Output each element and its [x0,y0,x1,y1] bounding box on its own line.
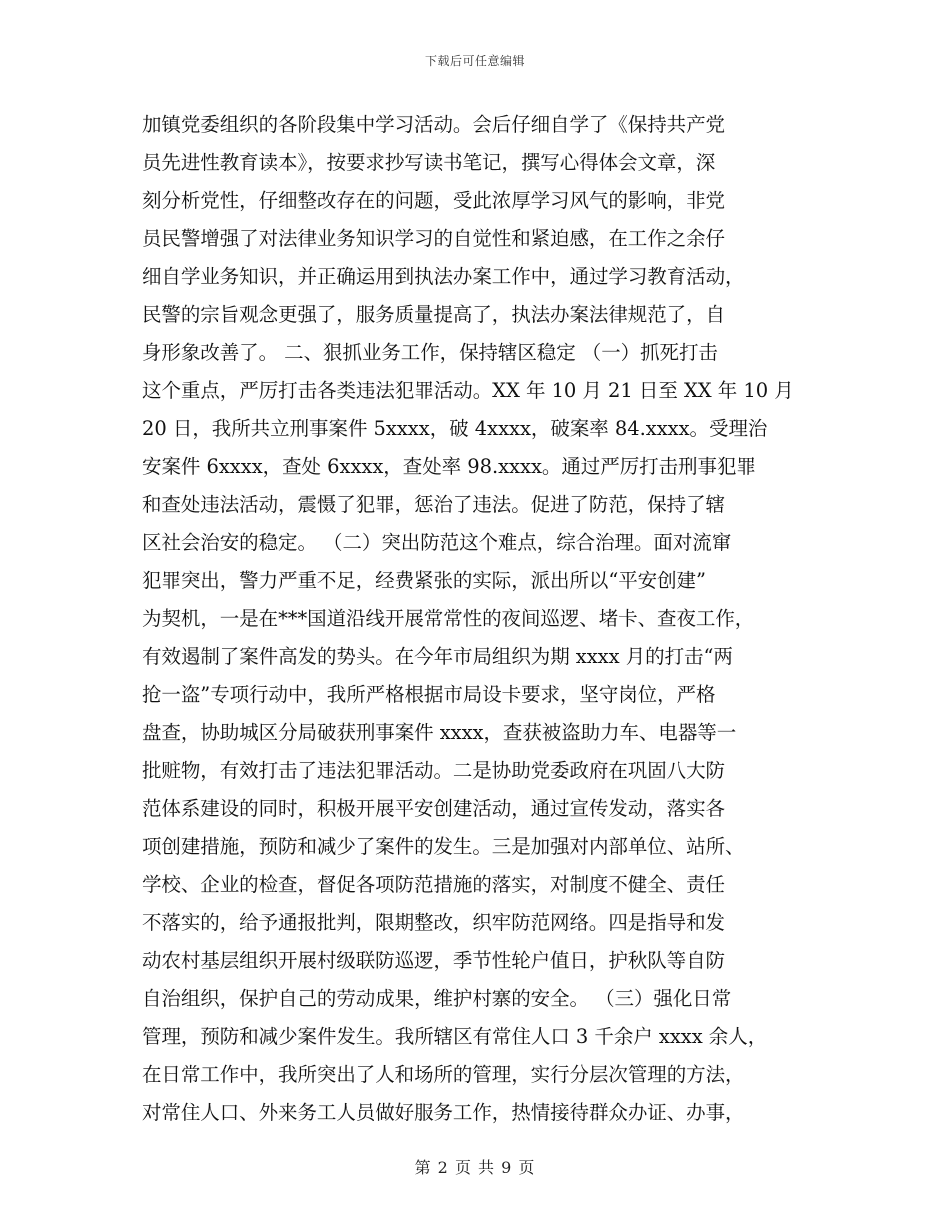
text-line: 盘查，协助城区分局破获刑事案件 xxxx，查获被盗助力车、电器等一 [142,721,737,744]
text-line: 自治组织，保护自己的劳动成果，维护村寨的安全。 （三）强化日常 [142,987,732,1010]
text-line: 批赃物，有效打击了违法犯罪活动。二是协助党委政府在巩固八大防 [142,759,725,782]
text-line: 细自学业务知识，并正确运用到执法办案工作中，通过学习教育活动， [142,265,745,288]
text-line: 范体系建设的同时，积极开展平安创建活动，通过宣传发动，落实各 [142,797,725,820]
text-line: 刻分析党性，仔细整改存在的问题，受此浓厚学习风气的影响，非党 [142,189,725,212]
text-line: 犯罪突出，警力严重不足，经费紧张的实际，派出所以“平安创建” [142,569,706,592]
text-line: 民警的宗旨观念更强了，服务质量提高了，执法办案法律规范了，自 [142,303,725,326]
text-line: 这个重点，严厉打击各类违法犯罪活动。XX 年 10 月 21 日至 XX 年 10 月 [142,379,794,402]
text-line: 员民警增强了对法律业务知识学习的自觉性和紧迫感，在工作之余仔 [142,227,725,250]
text-line: 在日常工作中，我所突出了人和场所的管理，实行分层次管理的方法， [142,1063,745,1086]
text-line: 抢一盗”专项行动中，我所严格根据市局设卡要求，坚守岗位，严格 [142,683,716,706]
page-header: 下载后可任意编辑 [424,54,525,68]
text-line: 管理，预防和减少案件发生。我所辖区有常住人口 3 千余户 xxxx 余人， [142,1025,768,1048]
text-line: 身形象改善了。 二、狠抓业务工作，保持辖区稳定 （一）抓死打击 [142,341,718,364]
text-line: 员先进性教育读本》，按要求抄写读书笔记，撰写心得体会文章，深 [142,151,716,174]
text-line: 区社会治安的稳定。 （二）突出防范这个难点，综合治理。面对流窜 [142,531,732,554]
text-line: 动农村基层组织开展村级联防巡逻，季节性轮户值日，护秋队等自防 [142,949,725,972]
text-line: 安案件 6xxxx，查处 6xxxx，查处率 98.xxxx。通过严厉打击刑事犯罪 [142,455,756,478]
text-line: 和查处违法活动，震慑了犯罪，惩治了违法。促进了防范，保持了辖 [142,493,725,516]
text-line: 项创建措施，预防和减少了案件的发生。三是加强对内部单位、站所、 [142,835,745,858]
text-line: 20 日，我所共立刑事案件 5xxxx，破 4xxxx，破案率 84.xxxx。受理治 [142,417,768,440]
page-number-footer: 第 2 页 共 9 页 [414,1158,536,1177]
text-line: 不落实的，给予通报批判，限期整改，织牢防范网络。四是指导和发 [142,911,725,934]
text-line: 学校、企业的检查，督促各项防范措施的落实，对制度不健全、责任 [142,873,725,896]
text-line: 有效遏制了案件高发的势头。在今年市局组织为期 xxxx 月的打击“两 [142,645,733,668]
text-line: 加镇党委组织的各阶段集中学习活动。会后仔细自学了《保持共产党 [142,113,725,136]
text-line: 对常住人口、外来务工人员做好服务工作，热情接待群众办证、办事， [142,1101,745,1124]
text-line: 为契机，一是在***国道沿线开展常常性的夜间巡逻、堵卡、查夜工作， [142,607,755,630]
